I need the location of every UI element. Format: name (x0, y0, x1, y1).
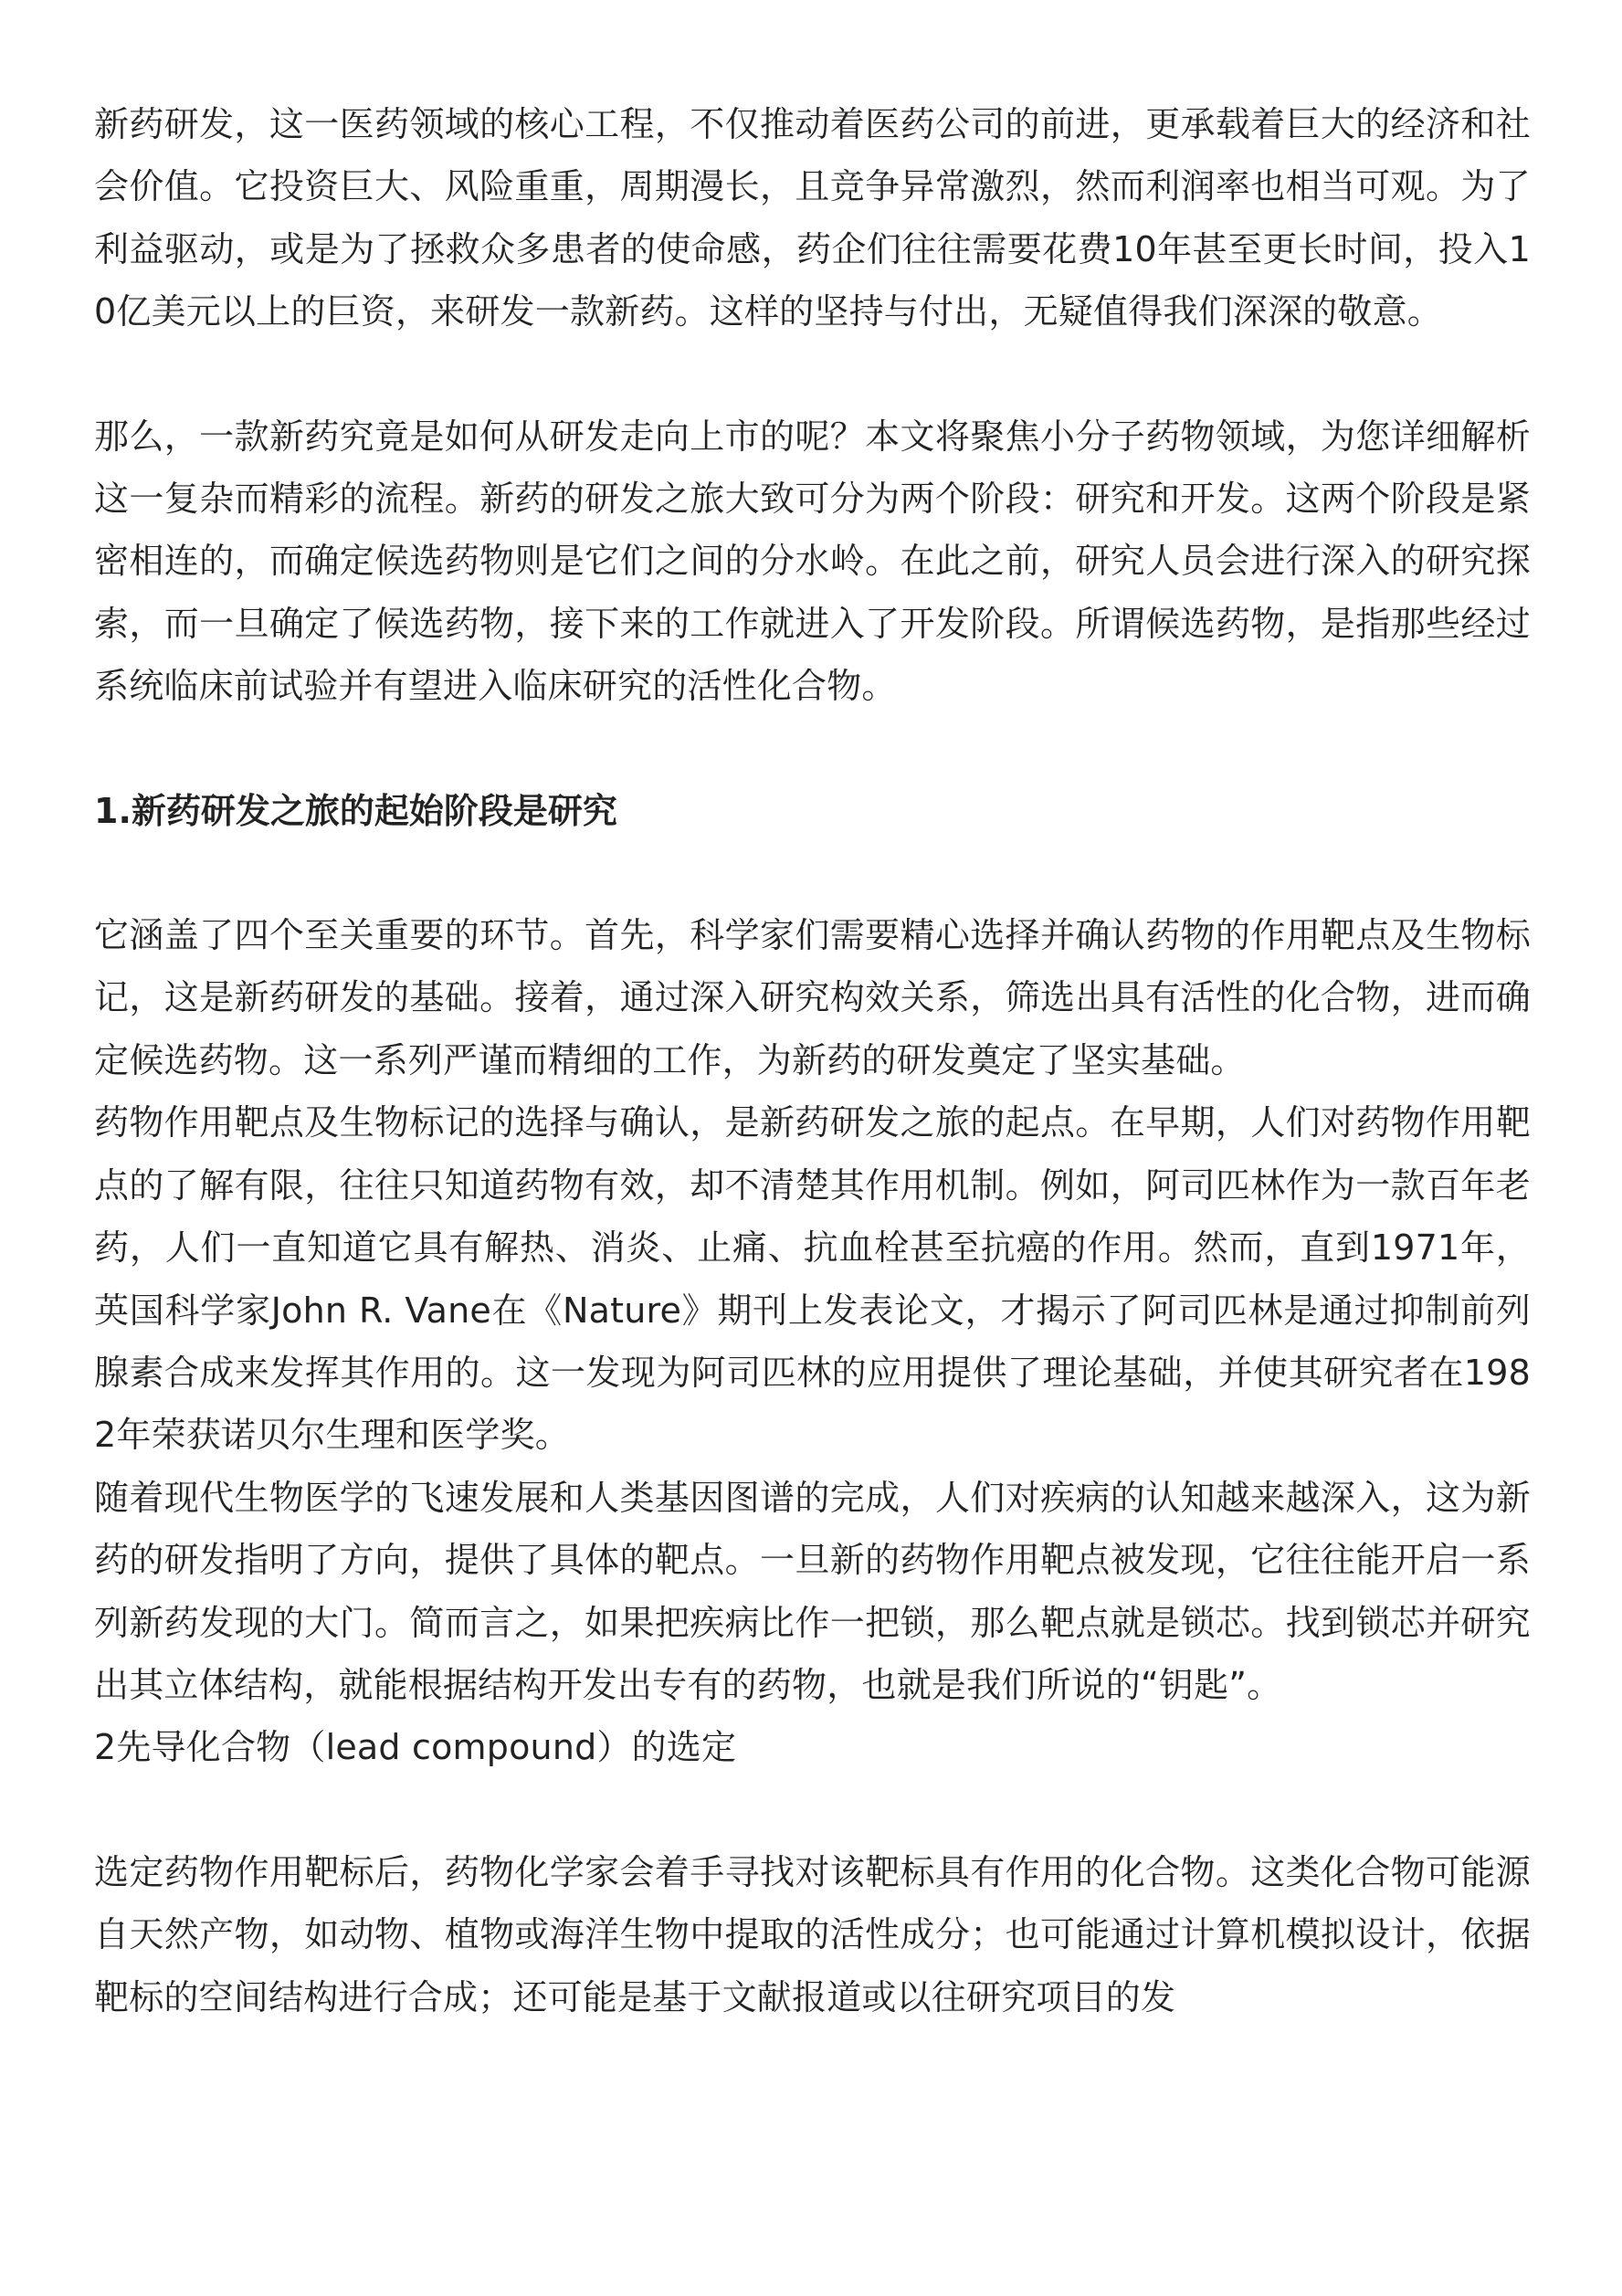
section-1-paragraph-1: 它涵盖了四个至关重要的环节。首先，科学家们需要精心选择并确认药物的作用靶点及生物标记，这是新药研发的基础。接着，通过深入研究构效关系，筛选出具有活性的化合物，进而确定候选药物。这一系列严谨而精细的工作，为新药的研发奠定了坚实基础。 (94, 915, 1531, 1080)
paragraph-spacer (94, 343, 1531, 405)
section-1-paragraph-2: 药物作用靶点及生物标记的选择与确认，是新药研发之旅的起点。在早期，人们对药物作用靶点的了解有限，往往只知道药物有效，却不清楚其作用机制。例如，阿司匹林作为一款百年老药，人们一直知道它具有解热、消炎、止痛、抗血栓甚至抗癌的作用。然而，直到1971年，英国科学家John R. Vane在《Nature》期刊上发表论文，才揭示了阿司匹林是通过抑制前列腺素合成来发挥其作用的。这一发现为阿司匹林的应用提供了理论基础，并使其研究者在1982年荣获诺贝尔生理和医学奖。 (94, 1102, 1531, 1456)
paragraph-spacer (94, 718, 1531, 780)
paragraph-spacer (94, 842, 1531, 904)
intro-paragraph-2: 那么，一款新药究竟是如何从研发走向上市的呢？本文将聚焦小分子药物领域，为您详细解析这一复杂而精彩的流程。新药的研发之旅大致可分为两个阶段：研究和开发。这两个阶段是紧密相连的，而确定候选药物则是它们之间的分水岭。在此之前，研究人员会进行深入的研究探索，而一旦确定了候选药物，接下来的工作就进入了开发阶段。所谓候选药物，是指那些经过系统临床前试验并有望进入临床研究的活性化合物。 (94, 416, 1531, 707)
intro-paragraph-1: 新药研发，这一医药领域的核心工程，不仅推动着医药公司的前进，更承载着巨大的经济和社会价值。它投资巨大、风险重重，周期漫长，且竞争异常激烈，然而利润率也相当可观。为了利益驱动，或是为了拯救众多患者的使命感，药企们往往需要花费10年甚至更长时间，投入10亿美元以上的巨资，来研发一款新药。这样的坚持与付出，无疑值得我们深深的敬意。 (94, 104, 1531, 332)
section-2-heading: 2先导化合物（lead compound）的选定 (94, 1727, 737, 1768)
paragraph-spacer (94, 1779, 1531, 1841)
section-1-paragraph-3: 随着现代生物医学的飞速发展和人类基因图谱的完成，人们对疾病的认知越来越深入，这为新药的研发指明了方向，提供了具体的靶点。一旦新的药物作用靶点被发现，它往往能开启一系列新药发现的大门。简而言之，如果把疾病比作一把锁，那么靶点就是锁芯。找到锁芯并研究出其立体结构，就能根据结构开发出专有的药物，也就是我们所说的“钥匙”。 (94, 1477, 1531, 1705)
section-2-paragraph-1: 选定药物作用靶标后，药物化学家会着手寻找对该靶标具有作用的化合物。这类化合物可能源自天然产物，如动物、植物或海洋生物中提取的活性成分；也可能通过计算机模拟设计，依据靶标的空间结构进行合成；还可能是基于文献报道或以往研究项目的发 (94, 1851, 1531, 2017)
section-1-heading: 1.新药研发之旅的起始阶段是研究 (94, 790, 617, 831)
